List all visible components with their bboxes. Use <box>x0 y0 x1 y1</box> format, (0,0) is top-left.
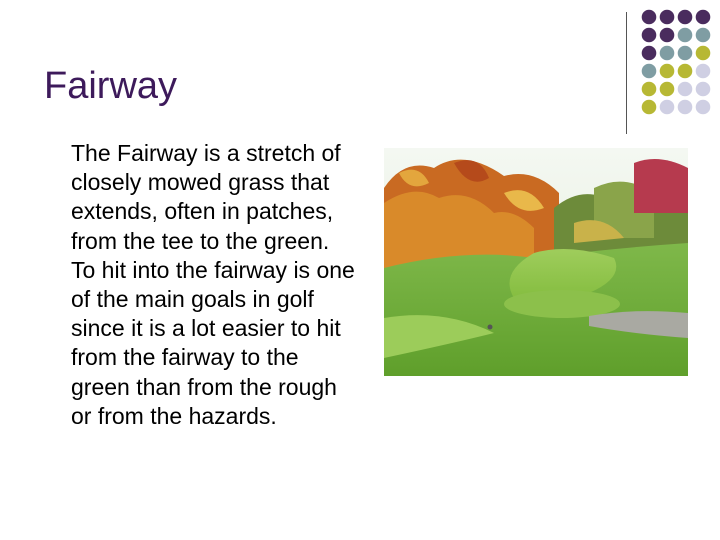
decorative-dot <box>696 10 711 25</box>
decorative-dot <box>642 100 657 115</box>
decorative-dot <box>642 10 657 25</box>
golf-course-illustration <box>384 148 688 376</box>
decorative-dot <box>678 28 693 43</box>
decorative-dot <box>642 82 657 97</box>
decorative-dot <box>678 10 693 25</box>
decorative-dot <box>678 82 693 97</box>
decorative-dot <box>660 28 675 43</box>
decorative-dot <box>660 64 675 79</box>
golf-course-photo <box>384 148 688 376</box>
decorative-divider <box>626 12 627 134</box>
decorative-dot <box>642 28 657 43</box>
slide-body-text: The Fairway is a stretch of closely mowed grass that extends, often in patches, from the tee to the green. To hit into the fairway is one of the main goals in golf since it is a lot easier to hit from the fairway to the green than from the rough or from the hazards. <box>71 140 355 429</box>
decorative-dot <box>660 100 675 115</box>
decorative-dot <box>696 46 711 61</box>
decorative-dot <box>696 100 711 115</box>
decorative-dot <box>642 64 657 79</box>
decorative-dot-grid <box>640 8 720 138</box>
decorative-dot <box>642 46 657 61</box>
slide-title: Fairway <box>44 65 178 107</box>
decorative-dot <box>696 64 711 79</box>
decorative-dot <box>660 82 675 97</box>
tee-box <box>504 290 620 318</box>
decorative-dot <box>660 10 675 25</box>
decorative-dot <box>678 100 693 115</box>
decorative-dot <box>660 46 675 61</box>
decorative-dot <box>678 46 693 61</box>
decorative-dot <box>696 82 711 97</box>
decorative-dot <box>678 64 693 79</box>
tee-marker <box>488 325 493 330</box>
decorative-dot <box>696 28 711 43</box>
